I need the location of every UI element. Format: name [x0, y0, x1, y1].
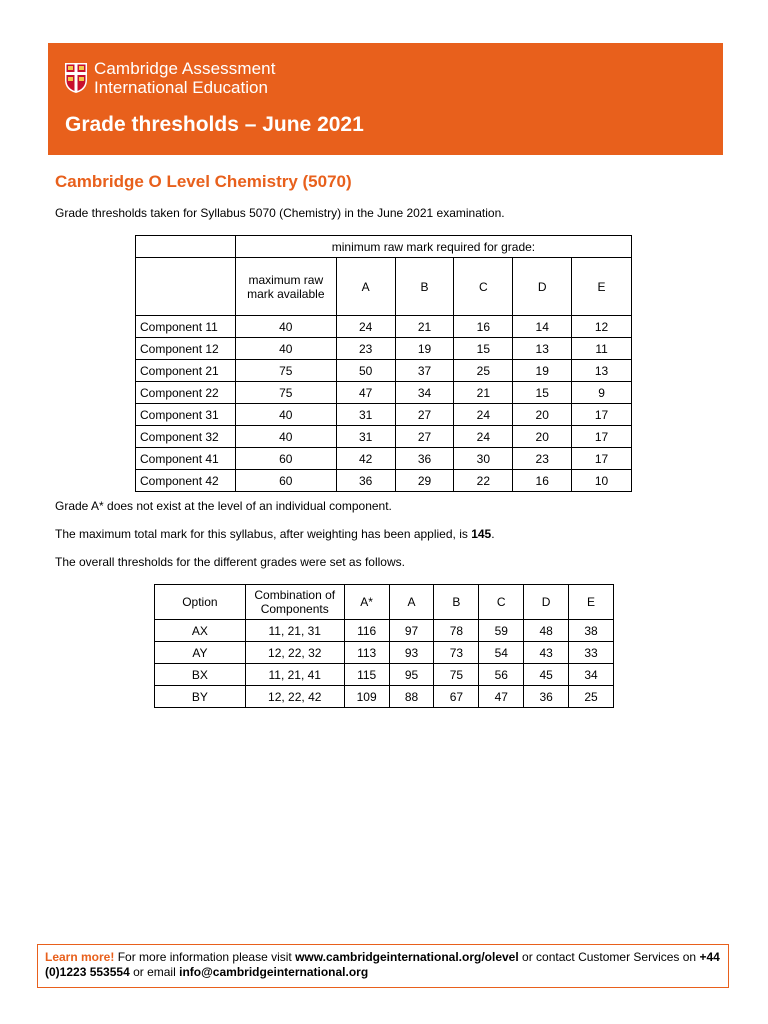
grade-mark-cell: 50 [336, 360, 395, 382]
option-cell: AX [155, 620, 246, 642]
max-total-label: The maximum total mark for this syllabus, after weighting has been applied, is [55, 527, 472, 541]
option-cell: AY [155, 642, 246, 664]
grade-mark-cell: 30 [454, 448, 513, 470]
threshold-cell: 95 [389, 664, 434, 686]
overall-intro-text: The overall thresholds for the different grades were set as follows. [55, 555, 405, 569]
component-name-cell: Component 41 [136, 448, 236, 470]
option-header-cell: C [479, 585, 524, 620]
grade-mark-cell: 16 [513, 470, 572, 492]
grade-mark-cell: 12 [572, 316, 632, 338]
grade-mark-cell: 13 [572, 360, 632, 382]
grade-mark-cell: 17 [572, 426, 632, 448]
max-mark-cell: 75 [235, 382, 336, 404]
table-header-row [136, 236, 632, 258]
grade-mark-cell: 17 [572, 404, 632, 426]
threshold-cell: 48 [524, 620, 569, 642]
grade-mark-cell: 22 [454, 470, 513, 492]
email-link[interactable]: info@cambridgeinternational.org [179, 965, 369, 979]
component-thresholds-table [135, 235, 632, 492]
threshold-cell: 33 [569, 642, 614, 664]
grade-mark-cell: 15 [513, 382, 572, 404]
header-banner [48, 43, 723, 155]
threshold-cell: 93 [389, 642, 434, 664]
grade-mark-cell: 29 [395, 470, 454, 492]
footer-text: or contact Customer Services on [518, 950, 700, 964]
combination-cell: 12, 22, 42 [245, 686, 344, 708]
option-cell: BY [155, 686, 246, 708]
table-row [136, 338, 632, 360]
threshold-cell: 56 [479, 664, 524, 686]
threshold-cell: 54 [479, 642, 524, 664]
component-name-cell: Component 12 [136, 338, 236, 360]
threshold-cell: 73 [434, 642, 479, 664]
empty-header-cell [136, 258, 236, 316]
cambridge-logo [64, 59, 276, 97]
crest-icon [64, 62, 88, 94]
max-mark-cell: 75 [235, 360, 336, 382]
intro-text: Grade thresholds taken for Syllabus 5070 (Chemistry) in the June 2021 examination. [55, 206, 505, 220]
footer-text: or email [129, 965, 180, 979]
table-row [136, 404, 632, 426]
brand-name [94, 59, 276, 97]
threshold-cell: 75 [434, 664, 479, 686]
grade-header: C [454, 258, 513, 316]
table-row [155, 620, 614, 642]
threshold-cell: 97 [389, 620, 434, 642]
grade-mark-cell: 9 [572, 382, 632, 404]
grade-mark-cell: 36 [336, 470, 395, 492]
option-thresholds-table [154, 584, 614, 708]
table-row [136, 316, 632, 338]
threshold-cell: 109 [344, 686, 389, 708]
grade-mark-cell: 15 [454, 338, 513, 360]
threshold-cell: 78 [434, 620, 479, 642]
brand-line-1: Cambridge Assessment [94, 59, 276, 78]
max-mark-cell: 40 [235, 426, 336, 448]
threshold-cell: 116 [344, 620, 389, 642]
max-total-value: 145 [471, 527, 492, 541]
threshold-cell: 43 [524, 642, 569, 664]
option-header-cell: E [569, 585, 614, 620]
subject-title: Cambridge O Level Chemistry (5070) [55, 172, 352, 191]
grade-mark-cell: 17 [572, 448, 632, 470]
combination-cell: 12, 22, 32 [245, 642, 344, 664]
grade-mark-cell: 21 [395, 316, 454, 338]
grade-mark-cell: 24 [336, 316, 395, 338]
grade-mark-cell: 11 [572, 338, 632, 360]
grade-mark-cell: 10 [572, 470, 632, 492]
grade-mark-cell: 24 [454, 404, 513, 426]
threshold-cell: 25 [569, 686, 614, 708]
grade-mark-cell: 42 [336, 448, 395, 470]
option-header-cell: A* [344, 585, 389, 620]
phone-number: +44 (0)1223 553554 [45, 950, 720, 979]
table-header-row [155, 585, 614, 620]
option-header-cell: D [524, 585, 569, 620]
threshold-cell: 36 [524, 686, 569, 708]
option-cell: BX [155, 664, 246, 686]
option-header-cell: A [389, 585, 434, 620]
max-total-text [55, 527, 495, 541]
empty-header-cell [136, 236, 236, 258]
grade-mark-cell: 25 [454, 360, 513, 382]
threshold-cell: 34 [569, 664, 614, 686]
combination-cell: 11, 21, 41 [245, 664, 344, 686]
grade-mark-cell: 24 [454, 426, 513, 448]
table-row [136, 360, 632, 382]
max-mark-cell: 60 [235, 470, 336, 492]
grade-header: E [572, 258, 632, 316]
min-mark-header: minimum raw mark required for grade: [235, 236, 631, 258]
threshold-cell: 115 [344, 664, 389, 686]
page-title: Grade thresholds – June 2021 [65, 113, 364, 136]
grade-mark-cell: 19 [513, 360, 572, 382]
brand-line-2: International Education [94, 78, 268, 97]
max-mark-cell: 40 [235, 316, 336, 338]
footer-text: For more information please visit [114, 950, 296, 964]
table-row [136, 382, 632, 404]
grade-mark-cell: 36 [395, 448, 454, 470]
grade-mark-cell: 21 [454, 382, 513, 404]
grade-mark-cell: 20 [513, 404, 572, 426]
combination-cell: 11, 21, 31 [245, 620, 344, 642]
learn-more-label: Learn more! [45, 950, 115, 964]
grade-mark-cell: 27 [395, 426, 454, 448]
astar-note: Grade A* does not exist at the level of an individual component. [55, 499, 392, 513]
grade-mark-cell: 23 [336, 338, 395, 360]
table-row [136, 470, 632, 492]
option-header-cell: B [434, 585, 479, 620]
grade-header: A [336, 258, 395, 316]
grade-mark-cell: 31 [336, 426, 395, 448]
grade-mark-cell: 13 [513, 338, 572, 360]
component-name-cell: Component 21 [136, 360, 236, 382]
threshold-cell: 67 [434, 686, 479, 708]
threshold-cell: 45 [524, 664, 569, 686]
website-link[interactable]: www.cambridgeinternational.org/olevel [295, 950, 519, 964]
threshold-cell: 38 [569, 620, 614, 642]
component-name-cell: Component 42 [136, 470, 236, 492]
option-header-cell: Combination of Components [245, 585, 344, 620]
component-name-cell: Component 22 [136, 382, 236, 404]
threshold-cell: 113 [344, 642, 389, 664]
threshold-cell: 88 [389, 686, 434, 708]
max-mark-cell: 60 [235, 448, 336, 470]
grade-mark-cell: 14 [513, 316, 572, 338]
grade-mark-cell: 31 [336, 404, 395, 426]
max-total-end: . [491, 527, 495, 541]
footer-box [37, 944, 729, 988]
grade-mark-cell: 20 [513, 426, 572, 448]
grade-header: B [395, 258, 454, 316]
table-row [155, 642, 614, 664]
threshold-cell: 47 [479, 686, 524, 708]
option-header-cell: Option [155, 585, 246, 620]
threshold-cell: 59 [479, 620, 524, 642]
grade-mark-cell: 27 [395, 404, 454, 426]
grade-mark-cell: 47 [336, 382, 395, 404]
grade-mark-cell: 19 [395, 338, 454, 360]
grade-mark-cell: 34 [395, 382, 454, 404]
table-row [136, 448, 632, 470]
grade-mark-cell: 23 [513, 448, 572, 470]
grade-mark-cell: 16 [454, 316, 513, 338]
component-name-cell: Component 31 [136, 404, 236, 426]
table-row [155, 664, 614, 686]
table-row [136, 426, 632, 448]
max-mark-header: maximum raw mark available [235, 258, 336, 316]
component-name-cell: Component 32 [136, 426, 236, 448]
max-mark-cell: 40 [235, 404, 336, 426]
component-name-cell: Component 11 [136, 316, 236, 338]
max-mark-cell: 40 [235, 338, 336, 360]
grade-header: D [513, 258, 572, 316]
table-row [155, 686, 614, 708]
grade-mark-cell: 37 [395, 360, 454, 382]
table-header-row [136, 258, 632, 316]
